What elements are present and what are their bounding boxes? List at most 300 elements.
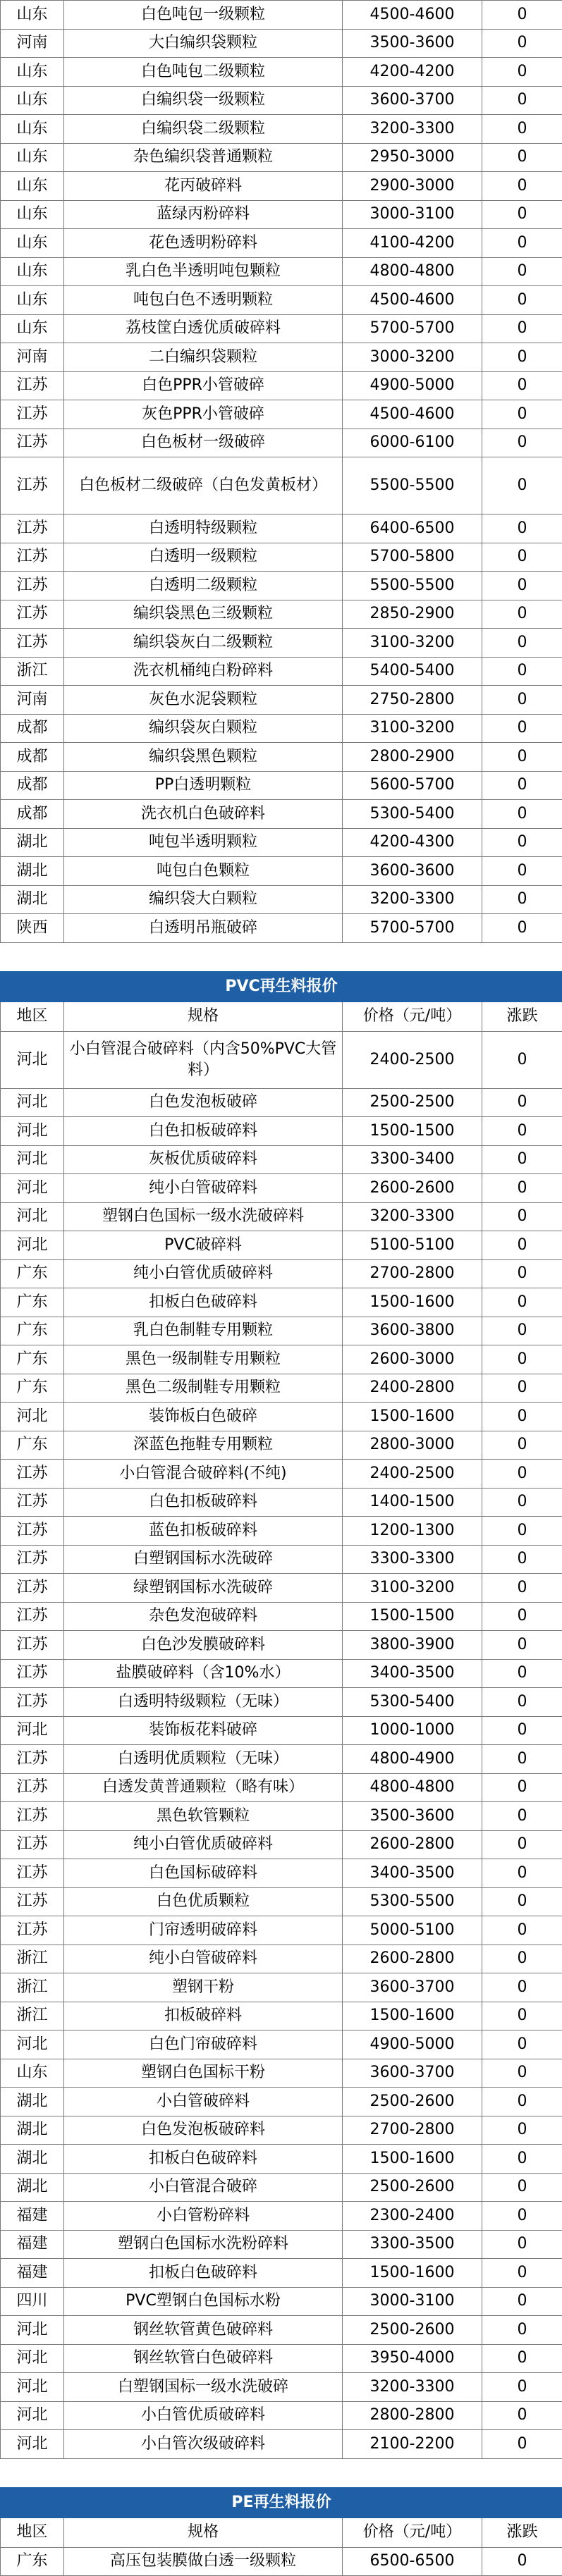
price-cell: 3100-3200 <box>343 1574 482 1603</box>
spec-cell: 乳白色半透明吨包颗粒 <box>64 257 343 286</box>
spec-cell: 塑钢白色国标干粉 <box>64 2059 343 2088</box>
spec-cell: 白色PPR小管破碎 <box>64 371 343 400</box>
region-cell: 江苏 <box>1 1545 64 1574</box>
table-row <box>1 2401 562 2430</box>
change-cell: 0 <box>482 1202 562 1231</box>
table-row <box>1 2316 562 2345</box>
table-row <box>1 400 562 429</box>
region-cell: 江苏 <box>1 1460 64 1489</box>
spec-cell: 白色板材一级破碎 <box>64 429 343 457</box>
price-cell: 3000-3200 <box>343 343 482 372</box>
price-cell: 2800-2900 <box>343 743 482 772</box>
price-cell: 2400-2500 <box>343 1460 482 1489</box>
price-cell: 5700-5700 <box>343 314 482 343</box>
region-cell: 江苏 <box>1 1602 64 1631</box>
change-cell: 0 <box>482 1403 562 1431</box>
region-cell: 山东 <box>1 115 64 144</box>
region-cell: 山东 <box>1 1 64 30</box>
price-cell: 3300-3400 <box>343 1145 482 1174</box>
spec-cell: 塑钢干粉 <box>64 1973 343 2002</box>
price-cell: 3600-3700 <box>343 2059 482 2088</box>
price-cell: 5300-5500 <box>343 1887 482 1916</box>
price-cell: 3200-3300 <box>343 2373 482 2402</box>
table-row <box>1 1317 562 1345</box>
table-row <box>1 1259 562 1288</box>
change-cell: 0 <box>482 743 562 772</box>
spec-cell: 扣板破碎料 <box>64 2002 343 2030</box>
region-cell: 山东 <box>1 86 64 115</box>
price-cell: 2600-2800 <box>343 1830 482 1859</box>
price-cell: 3200-3300 <box>343 115 482 144</box>
change-cell: 0 <box>482 885 562 914</box>
spec-cell: PP白透明颗粒 <box>64 771 343 800</box>
region-cell: 福建 <box>1 2230 64 2259</box>
spec-cell: 二白编织袋颗粒 <box>64 343 343 372</box>
price-cell: 2950-3000 <box>343 143 482 172</box>
table-row <box>1 1088 562 1117</box>
price-cell: 6000-6100 <box>343 429 482 457</box>
header-region: 地区 <box>1 1002 64 1031</box>
table-row <box>1 1574 562 1603</box>
region-cell: 山东 <box>1 172 64 201</box>
pe-header-row <box>1 2518 562 2547</box>
header-change: 涨跌 <box>482 2518 562 2547</box>
table-row <box>1 1973 562 2002</box>
price-cell: 4800-4800 <box>343 1773 482 1802</box>
change-cell: 0 <box>482 1488 562 1517</box>
spec-cell: 白色沙发膜破碎料 <box>64 1631 343 1660</box>
table-row <box>1 1202 562 1231</box>
price-cell: 4200-4300 <box>343 828 482 857</box>
spec-cell: 吨包白色颗粒 <box>64 857 343 886</box>
price-cell: 4800-4900 <box>343 1745 482 1774</box>
region-cell: 四川 <box>1 2287 64 2316</box>
spec-cell: 白透明二级颗粒 <box>64 572 343 600</box>
table-row <box>1 1945 562 1973</box>
table-row <box>1 543 562 572</box>
region-cell: 河北 <box>1 2316 64 2345</box>
change-cell: 0 <box>482 914 562 943</box>
price-cell: 3500-3600 <box>343 1802 482 1831</box>
spec-cell: 小白管破碎料 <box>64 2088 343 2116</box>
region-cell: 广东 <box>1 1288 64 1317</box>
change-cell: 0 <box>482 2088 562 2116</box>
table-row <box>1 172 562 201</box>
change-cell: 0 <box>482 58 562 87</box>
spec-cell: 编织袋灰白二级颗粒 <box>64 629 343 658</box>
change-cell: 0 <box>482 657 562 686</box>
region-cell: 广东 <box>1 1259 64 1288</box>
spec-cell: 小白管混合破碎料（内含50%PVC大管料） <box>64 1031 343 1088</box>
table-row <box>1 2145 562 2174</box>
region-cell: 河北 <box>1 2030 64 2059</box>
spec-cell: 白色优质颗粒 <box>64 1887 343 1916</box>
price-cell: 2700-2800 <box>343 1259 482 1288</box>
spec-cell: 白透明吊瓶破碎 <box>64 914 343 943</box>
spec-cell: 编织袋灰白颗粒 <box>64 714 343 743</box>
spec-cell: 白色发泡板破碎 <box>64 1088 343 1117</box>
change-cell: 0 <box>482 1916 562 1945</box>
price-cell: 2400-2500 <box>343 1031 482 1088</box>
change-cell: 0 <box>482 2344 562 2373</box>
table-row <box>1 2547 562 2576</box>
price-cell: 3000-3100 <box>343 200 482 229</box>
change-cell: 0 <box>482 229 562 258</box>
region-cell: 河南 <box>1 343 64 372</box>
spec-cell: 深蓝色拖鞋专用颗粒 <box>64 1431 343 1460</box>
spec-cell: 黑色一级制鞋专用颗粒 <box>64 1345 343 1374</box>
table-row <box>1 1688 562 1717</box>
table-row <box>1 2088 562 2116</box>
price-cell: 4900-5000 <box>343 2030 482 2059</box>
price-cell: 3200-3300 <box>343 885 482 914</box>
change-cell: 0 <box>482 543 562 572</box>
price-cell: 2700-2800 <box>343 2116 482 2145</box>
region-cell: 广东 <box>1 1374 64 1403</box>
region-cell: 福建 <box>1 2202 64 2231</box>
spec-cell: 装饰板白色破碎 <box>64 1403 343 1431</box>
region-cell: 江苏 <box>1 371 64 400</box>
spec-cell: 乳白色制鞋专用颗粒 <box>64 1317 343 1345</box>
region-cell: 河北 <box>1 1202 64 1231</box>
table-row <box>1 1403 562 1431</box>
change-cell: 0 <box>482 572 562 600</box>
spec-cell: 小白管粉碎料 <box>64 2202 343 2231</box>
region-cell: 江苏 <box>1 1887 64 1916</box>
table-row <box>1 343 562 372</box>
change-cell: 0 <box>482 2059 562 2088</box>
table-row <box>1 371 562 400</box>
table-row <box>1 1460 562 1489</box>
change-cell: 0 <box>482 2116 562 2145</box>
region-cell: 河北 <box>1 2344 64 2373</box>
table-row <box>1 457 562 514</box>
table-row <box>1 914 562 943</box>
spec-cell: PVC塑钢白色国标水粉 <box>64 2287 343 2316</box>
region-cell: 江苏 <box>1 1745 64 1774</box>
region-cell: 湖北 <box>1 828 64 857</box>
table-row <box>1 800 562 829</box>
spec-cell: 纯小白管破碎料 <box>64 1174 343 1203</box>
region-cell: 河北 <box>1 1716 64 1745</box>
change-cell: 0 <box>482 1374 562 1403</box>
table-row <box>1 1231 562 1260</box>
region-cell: 山东 <box>1 143 64 172</box>
spec-cell: 白透明特级颗粒 <box>64 514 343 543</box>
price-cell: 3300-3300 <box>343 1545 482 1574</box>
change-cell: 0 <box>482 1859 562 1888</box>
spec-cell: 蓝绿丙粉碎料 <box>64 200 343 229</box>
table-row <box>1 1488 562 1517</box>
region-cell: 山东 <box>1 286 64 315</box>
spec-cell: 编织袋大白颗粒 <box>64 885 343 914</box>
table-row <box>1 1773 562 1802</box>
change-cell: 0 <box>482 2030 562 2059</box>
change-cell: 0 <box>482 2430 562 2459</box>
region-cell: 湖北 <box>1 2116 64 2145</box>
table-row <box>1 1431 562 1460</box>
region-cell: 江苏 <box>1 1517 64 1546</box>
region-cell: 河北 <box>1 1174 64 1203</box>
region-cell: 江苏 <box>1 514 64 543</box>
region-cell: 湖北 <box>1 2088 64 2116</box>
table-row <box>1 857 562 886</box>
table-row <box>1 2287 562 2316</box>
spec-cell: 编织袋黑色三级颗粒 <box>64 600 343 629</box>
spec-cell: 纯小白管优质破碎料 <box>64 1259 343 1288</box>
table-row <box>1 1602 562 1631</box>
price-cell: 4500-4600 <box>343 1 482 30</box>
spec-cell: 纯小白管破碎料 <box>64 1945 343 1973</box>
price-cell: 5400-5400 <box>343 657 482 686</box>
price-cell: 2100-2200 <box>343 2430 482 2459</box>
table-row <box>1 257 562 286</box>
spec-cell: 白色国标破碎料 <box>64 1859 343 1888</box>
price-cell: 2300-2400 <box>343 2202 482 2231</box>
table-row <box>1 714 562 743</box>
change-cell: 0 <box>482 771 562 800</box>
table-row <box>1 58 562 87</box>
region-cell: 山东 <box>1 257 64 286</box>
spec-cell: 编织袋黑色颗粒 <box>64 743 343 772</box>
region-cell: 福建 <box>1 2259 64 2288</box>
header-region: 地区 <box>1 2518 64 2547</box>
price-cell: 1400-1500 <box>343 1488 482 1517</box>
spec-cell: 灰色水泥袋颗粒 <box>64 686 343 715</box>
spec-cell: 白色吨包一级颗粒 <box>64 1 343 30</box>
table-row <box>1 1117 562 1146</box>
spec-cell: 白透明特级颗粒（无味） <box>64 1688 343 1717</box>
pe-price-table <box>0 2459 562 2576</box>
change-cell: 0 <box>482 343 562 372</box>
pvc-header-row <box>1 1002 562 1031</box>
section-gap <box>1 943 562 972</box>
table-row <box>1 1 562 30</box>
change-cell: 0 <box>482 143 562 172</box>
table-row <box>1 200 562 229</box>
spec-cell: 蓝色扣板破碎料 <box>64 1517 343 1546</box>
change-cell: 0 <box>482 2547 562 2576</box>
price-cell: 5700-5700 <box>343 914 482 943</box>
table-row <box>1 572 562 600</box>
change-cell: 0 <box>482 1517 562 1546</box>
price-cell: 3600-3700 <box>343 86 482 115</box>
region-cell: 湖北 <box>1 2145 64 2174</box>
region-cell: 江苏 <box>1 1659 64 1688</box>
table-row <box>1 629 562 658</box>
region-cell: 浙江 <box>1 1973 64 2002</box>
price-cell: 5500-5500 <box>343 457 482 514</box>
region-cell: 河北 <box>1 1117 64 1146</box>
price-cell: 2750-2800 <box>343 686 482 715</box>
change-cell: 0 <box>482 1088 562 1117</box>
spec-cell: 黑色软管颗粒 <box>64 1802 343 1831</box>
spec-cell: 白色门帘破碎料 <box>64 2030 343 2059</box>
region-cell: 山东 <box>1 314 64 343</box>
table-row <box>1 1830 562 1859</box>
table-row <box>1 314 562 343</box>
change-cell: 0 <box>482 115 562 144</box>
header-price: 价格（元/吨） <box>343 1002 482 1031</box>
table-row <box>1 143 562 172</box>
region-cell: 山东 <box>1 200 64 229</box>
price-cell: 4500-4600 <box>343 286 482 315</box>
table-row <box>1 1916 562 1945</box>
change-cell: 0 <box>482 400 562 429</box>
table-row <box>1 286 562 315</box>
region-cell: 河北 <box>1 1231 64 1260</box>
change-cell: 0 <box>482 1145 562 1174</box>
change-cell: 0 <box>482 1431 562 1460</box>
spec-cell: 白编织袋一级颗粒 <box>64 86 343 115</box>
change-cell: 0 <box>482 1231 562 1260</box>
change-cell: 0 <box>482 1688 562 1717</box>
spec-cell: 小白管混合破碎料(不纯) <box>64 1460 343 1489</box>
region-cell: 浙江 <box>1 2002 64 2030</box>
spec-cell: 洗衣机桶纯白粉碎料 <box>64 657 343 686</box>
spec-cell: 花色透明粉碎料 <box>64 229 343 258</box>
table-row <box>1 514 562 543</box>
price-cell: 3400-3500 <box>343 1859 482 1888</box>
region-cell: 广东 <box>1 1431 64 1460</box>
table-row <box>1 1374 562 1403</box>
region-cell: 成都 <box>1 800 64 829</box>
price-cell: 2600-2800 <box>343 1945 482 1973</box>
table-row <box>1 2030 562 2059</box>
region-cell: 江苏 <box>1 629 64 658</box>
region-cell: 山东 <box>1 2059 64 2088</box>
price-cell: 1500-1600 <box>343 2145 482 2174</box>
table-row <box>1 686 562 715</box>
table-row <box>1 2344 562 2373</box>
spec-cell: 绿塑钢国标水洗破碎 <box>64 1574 343 1603</box>
table-row <box>1 86 562 115</box>
table-row <box>1 2173 562 2202</box>
spec-cell: PVC破碎料 <box>64 1231 343 1260</box>
spec-cell: 杂色发泡破碎料 <box>64 1602 343 1631</box>
change-cell: 0 <box>482 2230 562 2259</box>
spec-cell: 小白管次级破碎料 <box>64 2430 343 2459</box>
change-cell: 0 <box>482 2287 562 2316</box>
table-row <box>1 29 562 58</box>
change-cell: 0 <box>482 2145 562 2174</box>
spec-cell: 小白管优质破碎料 <box>64 2401 343 2430</box>
table-row <box>1 2373 562 2402</box>
change-cell: 0 <box>482 1317 562 1345</box>
change-cell: 0 <box>482 1745 562 1774</box>
header-spec: 规格 <box>64 2518 343 2547</box>
region-cell: 江苏 <box>1 1859 64 1888</box>
price-cell: 4800-4800 <box>343 257 482 286</box>
change-cell: 0 <box>482 1574 562 1603</box>
change-cell: 0 <box>482 2173 562 2202</box>
price-cell: 4900-5000 <box>343 371 482 400</box>
price-cell: 5600-5700 <box>343 771 482 800</box>
change-cell: 0 <box>482 1887 562 1916</box>
table-row <box>1 657 562 686</box>
table-row <box>1 1288 562 1317</box>
price-cell: 2800-2800 <box>343 2401 482 2430</box>
region-cell: 广东 <box>1 2547 64 2576</box>
table-row <box>1 2059 562 2088</box>
price-cell: 2900-3000 <box>343 172 482 201</box>
change-cell: 0 <box>482 1945 562 1973</box>
region-cell: 江苏 <box>1 1773 64 1802</box>
change-cell: 0 <box>482 686 562 715</box>
price-cell: 3400-3500 <box>343 1659 482 1688</box>
table-row <box>1 1517 562 1546</box>
region-cell: 河北 <box>1 2401 64 2430</box>
change-cell: 0 <box>482 857 562 886</box>
price-cell: 3600-3700 <box>343 1973 482 2002</box>
change-cell: 0 <box>482 1802 562 1831</box>
table-row <box>1 2002 562 2030</box>
price-cell: 6400-6500 <box>343 514 482 543</box>
change-cell: 0 <box>482 1259 562 1288</box>
table-row <box>1 1659 562 1688</box>
table-row <box>1 1631 562 1660</box>
spec-cell: 钢丝软管黄色破碎料 <box>64 2316 343 2345</box>
change-cell: 0 <box>482 1659 562 1688</box>
price-cell: 3200-3300 <box>343 1202 482 1231</box>
region-cell: 湖北 <box>1 857 64 886</box>
region-cell: 河南 <box>1 29 64 58</box>
table-row <box>1 115 562 144</box>
spec-cell: 扣板白色破碎料 <box>64 2259 343 2288</box>
region-cell: 山东 <box>1 58 64 87</box>
spec-cell: 白色板材二级破碎（白色发黄板材） <box>64 457 343 514</box>
spec-cell: 纯小白管优质破碎料 <box>64 1830 343 1859</box>
spec-cell: 大白编织袋颗粒 <box>64 29 343 58</box>
price-cell: 2600-2600 <box>343 1174 482 1203</box>
table-row <box>1 1545 562 1574</box>
price-cell: 3300-3500 <box>343 2230 482 2259</box>
change-cell: 0 <box>482 2002 562 2030</box>
table-row <box>1 2202 562 2231</box>
spec-cell: 白色发泡板破碎料 <box>64 2116 343 2145</box>
price-cell: 5500-5500 <box>343 572 482 600</box>
region-cell: 江苏 <box>1 429 64 457</box>
spec-cell: 扣板白色破碎料 <box>64 1288 343 1317</box>
change-cell: 0 <box>482 286 562 315</box>
spec-cell: 高压包装膜做白透一级颗粒 <box>64 2547 343 2576</box>
spec-cell: 吨包半透明颗粒 <box>64 828 343 857</box>
change-cell: 0 <box>482 1117 562 1146</box>
spec-cell: 白编织袋二级颗粒 <box>64 115 343 144</box>
spec-cell: 钢丝软管白色破碎料 <box>64 2344 343 2373</box>
region-cell: 江苏 <box>1 457 64 514</box>
price-cell: 3600-3800 <box>343 1317 482 1345</box>
table-row <box>1 1145 562 1174</box>
price-cell: 3950-4000 <box>343 2344 482 2373</box>
change-cell: 0 <box>482 1460 562 1489</box>
table-row <box>1 1031 562 1088</box>
region-cell: 河南 <box>1 686 64 715</box>
price-cell: 2500-2600 <box>343 2173 482 2202</box>
change-cell: 0 <box>482 172 562 201</box>
change-cell: 0 <box>482 1288 562 1317</box>
region-cell: 江苏 <box>1 572 64 600</box>
price-cell: 3500-3600 <box>343 29 482 58</box>
spec-cell: 小白管混合破碎 <box>64 2173 343 2202</box>
price-cell: 4500-4600 <box>343 400 482 429</box>
price-cell: 1500-1500 <box>343 1117 482 1146</box>
header-change: 涨跌 <box>482 1002 562 1031</box>
spec-cell: 吨包白色不透明颗粒 <box>64 286 343 315</box>
price-cell: 2500-2600 <box>343 2316 482 2345</box>
region-cell: 广东 <box>1 1345 64 1374</box>
spec-cell: 灰色PPR小管破碎 <box>64 400 343 429</box>
